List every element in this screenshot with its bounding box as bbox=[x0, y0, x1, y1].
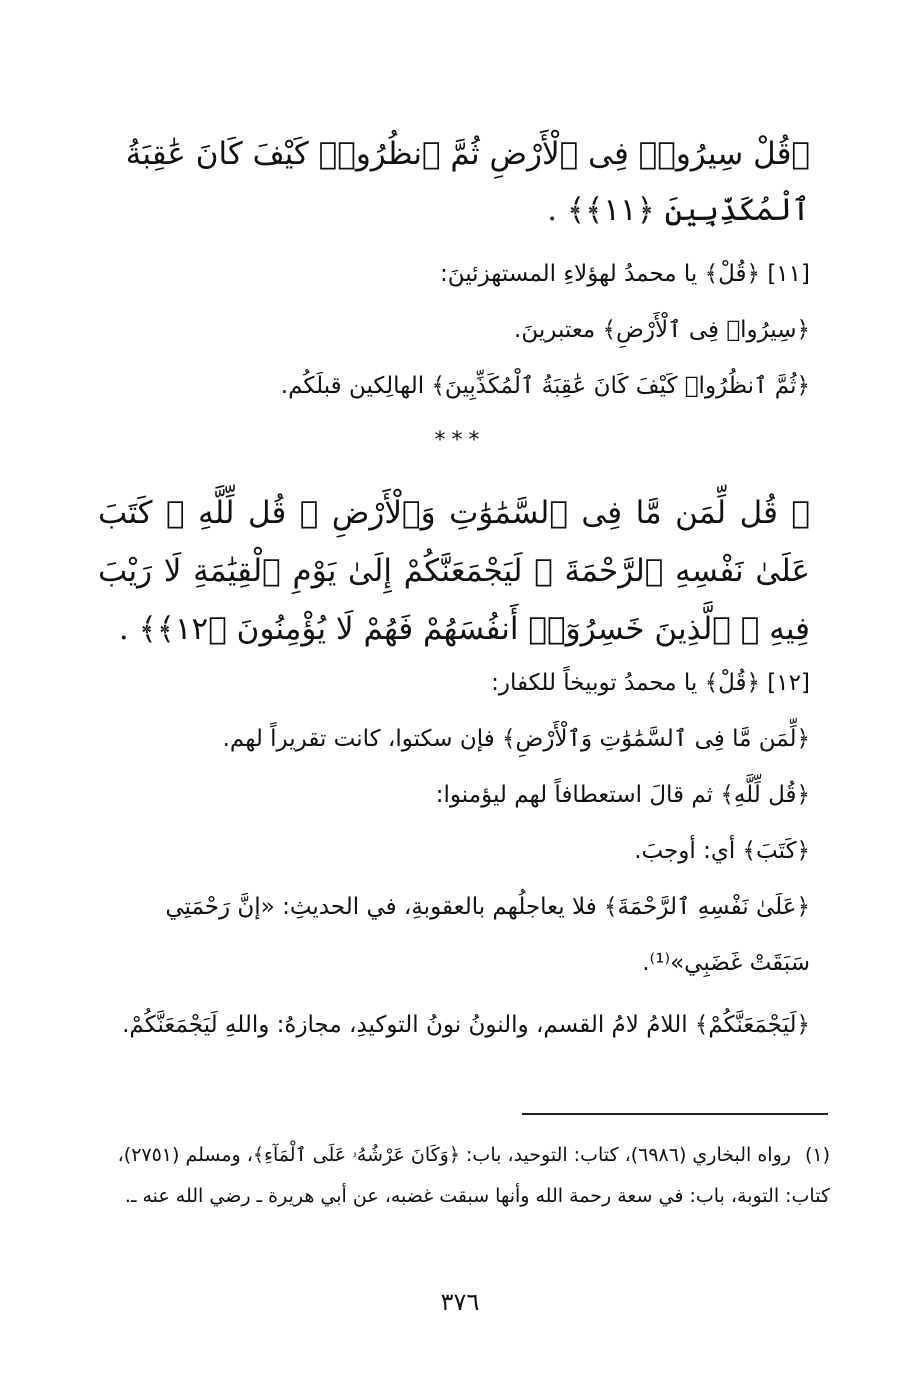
commentary-12-line-2: ﴿لِّمَن مَّا فِى ٱلسَّمَٰوَٰتِ وَٱلْأَرْضِ﴾ فإن سكتوا، كانت تقريراً لهم. bbox=[222, 726, 810, 752]
verse-11-line-1: ﴿قُلْ سِيرُوا۟ فِى ٱلْأَرْضِ ثُمَّ ٱنظُرُوا۟ كَيْفَ كَانَ عَٰقِبَةُ bbox=[125, 136, 810, 172]
commentary-11-line-2: ﴿سِيرُوا۟ فِى ٱلْأَرْضِ﴾ معتبرينَ. bbox=[514, 317, 810, 343]
commentary-11 bbox=[98, 246, 810, 414]
commentary-12-line-4: ﴿كَتَبَ﴾ أي: أوجبَ. bbox=[634, 838, 810, 864]
commentary-11-line-3: ﴿ثُمَّ ٱنظُرُوا۟ كَيْفَ كَانَ عَٰقِبَةُ ٱلْمُكَذِّبِينَ﴾ الهالِكين قبلَكُم. bbox=[280, 373, 810, 399]
footnote-text: رواه البخاري (٦٩٨٦)، كتاب: التوحيد، باب: ﴿وَكَانَ عَرْشُهُۥ عَلَى ٱلْمَآءِ﴾، ومسلم (٢٧٥١)، كتاب: التوبة، باب: في سعة رحمة الله وأنها سبقت غضبه، عن أبي هريرة ـ رضي الله عنه ـ. bbox=[117, 1144, 830, 1207]
commentary-12-line-6: ﴿لَيَجْمَعَنَّكُمْ﴾ اللامُ لامُ القسم، والنونُ نونُ التوكيدِ، مجازهُ: واللهِ لَيَجْمَعَنَّكُمْ. bbox=[122, 1012, 810, 1038]
commentary-12 bbox=[98, 655, 810, 1053]
commentary-12-line-5: ﴿عَلَىٰ نَفْسِهِ ٱلرَّحْمَةَ﴾ فلا يعاجلُهم بالعقوبةِ، في الحديثِ: «إنَّ رَحْمَتِي سَبَقَتْ غَضَبِي»⁽¹⁾. bbox=[165, 894, 810, 976]
footnote-number: (١) bbox=[804, 1144, 830, 1166]
footnote-divider bbox=[522, 1113, 828, 1115]
verse-12: ﴿ قُل لِّمَن مَّا فِى ٱلسَّمَٰوَٰتِ وَٱلْأَرْضِ ۖ قُل لِّلَّهِ ۚ كَتَبَ عَلَىٰ نَفْسِهِ ٱلرَّحْمَةَ ۚ لَيَجْمَعَنَّكُمْ إِلَىٰ يَوْمِ ٱلْقِيَٰمَةِ لَا رَيْبَ فِيهِ ۚ ٱلَّذِينَ خَسِرُوٓا۟ أَنفُسَهُمْ فَهُمْ لَا يُؤْمِنُونَ ﴿١٢﴾﴾ . bbox=[98, 495, 810, 647]
verse-11 bbox=[98, 128, 810, 236]
verse-11-line-2: ٱلْمُكَذِّبِينَ ﴿١١﴾﴾ . bbox=[547, 192, 810, 228]
commentary-12-line-1: [١٢] ﴿قُلْ﴾ يا محمدُ توبيخاً للكفار: bbox=[491, 670, 810, 696]
footnote bbox=[95, 1135, 830, 1217]
commentary-12-line-3: ﴿قُل لِّلَّهِ﴾ ثم قالَ استعطافاً لهم ليؤمنوا: bbox=[435, 782, 810, 808]
section-separator: *** bbox=[434, 428, 486, 453]
commentary-11-line-1: [١١] ﴿قُلْ﴾ يا محمدُ لهؤلاءِ المستهزئينَ: bbox=[439, 261, 810, 287]
page-number: ٣٧٦ bbox=[440, 1288, 480, 1316]
